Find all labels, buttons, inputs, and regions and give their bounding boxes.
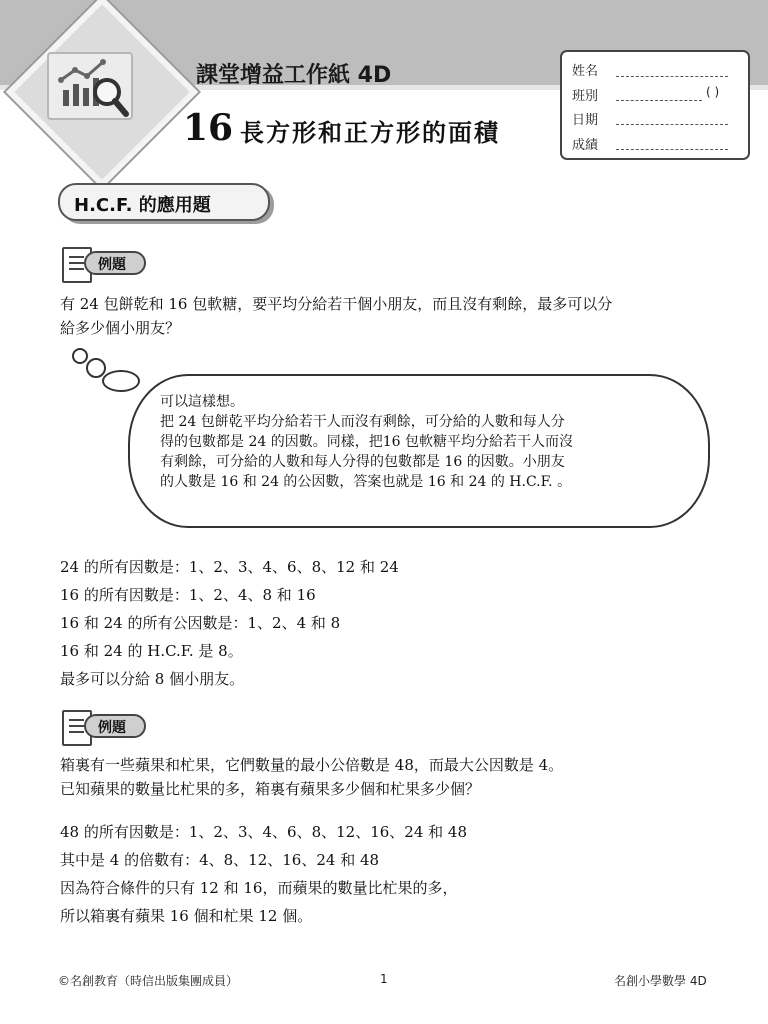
thought-dot: [72, 348, 88, 364]
chart-magnifier-icon: [47, 52, 133, 120]
example-badge-1: [62, 251, 148, 275]
page-number: 1: [380, 972, 388, 986]
question-line: 箱裏有一些蘋果和杧果，它們數量的最小公倍數是 48，而最大公因數是 4。: [60, 756, 564, 774]
chapter-title: 長方形和正方形的面積: [240, 118, 500, 147]
section-tag: [58, 183, 270, 221]
date-field[interactable]: [616, 124, 728, 125]
footer-series: 名創小學數學 4D: [614, 974, 707, 988]
chapter-number: 16: [183, 107, 234, 149]
solution-line: 最多可以分給 8 個小朋友。: [60, 670, 245, 688]
solution-line: 48 的所有因數是：1、2、3、4、6、8、12、16、24 和 48: [60, 823, 468, 841]
class-field[interactable]: [616, 100, 702, 101]
thought-dot: [102, 370, 140, 392]
series-title: 課堂增益工作紙 4D: [196, 63, 392, 88]
solution-line: 24 的所有因數是：1、2、3、4、6、8、12 和 24: [60, 558, 399, 576]
solution-line: 16 和 24 的 H.C.F. 是 8。: [60, 642, 243, 660]
example-label: 例題: [98, 257, 126, 273]
footer-publisher: ©名創教育（時信出版集團成員）: [58, 974, 239, 988]
solution-line: 因為符合條件的只有 12 和 16，而蘋果的數量比杧果的多，: [60, 879, 458, 897]
solution-line: 所以箱裏有蘋果 16 個和杧果 12 個。: [60, 907, 313, 925]
solution-line: 16 和 24 的所有公因數是：1、2、4 和 8: [60, 614, 341, 632]
thought-line: 有剩餘，可分給的人數和每人分得的包數都是 16 的因數。小朋友: [160, 454, 565, 470]
question-line: 有 24 包餅乾和 16 包軟糖，要平均分給若干個小朋友，而且沒有剩餘，最多可以分: [60, 295, 613, 313]
solution-line: 16 的所有因數是：1、2、4、8 和 16: [60, 586, 316, 604]
example-label: 例題: [98, 720, 126, 736]
class-number-paren: ( ): [706, 85, 720, 99]
student-info-box: [560, 50, 750, 160]
example-badge-2: [62, 714, 148, 738]
score-label: 成績: [572, 138, 599, 153]
thought-line: 的人數是 16 和 24 的公因數，答案也就是 16 和 24 的 H.C.F. 。: [160, 474, 572, 490]
name-field[interactable]: [616, 76, 728, 77]
thought-dot: [86, 358, 106, 378]
thought-line: 可以這樣想。: [160, 394, 244, 410]
name-label: 姓名: [572, 64, 599, 79]
thought-line: 得的包數都是 24 的因數。同樣，把16 包軟糖平均分給若干人而沒: [160, 434, 573, 450]
question-line: 已知蘋果的數量比杧果的多，箱裏有蘋果多少個和杧果多少個？: [60, 780, 481, 798]
example2-question: [60, 753, 720, 801]
section-title: H.C.F. 的應用題: [74, 195, 211, 216]
date-label: 日期: [572, 113, 599, 128]
question-line: 給多少個小朋友？: [60, 319, 181, 337]
score-field[interactable]: [616, 149, 728, 150]
example1-question: [60, 292, 720, 340]
thought-line: 把 24 包餅乾平均分給若干人而沒有剩餘，可分給的人數和每人分: [160, 414, 565, 430]
solution-line: 其中是 4 的倍數有：4、8、12、16、24 和 48: [60, 851, 380, 869]
class-label: 班別: [572, 89, 599, 104]
thought-text: [160, 392, 680, 492]
